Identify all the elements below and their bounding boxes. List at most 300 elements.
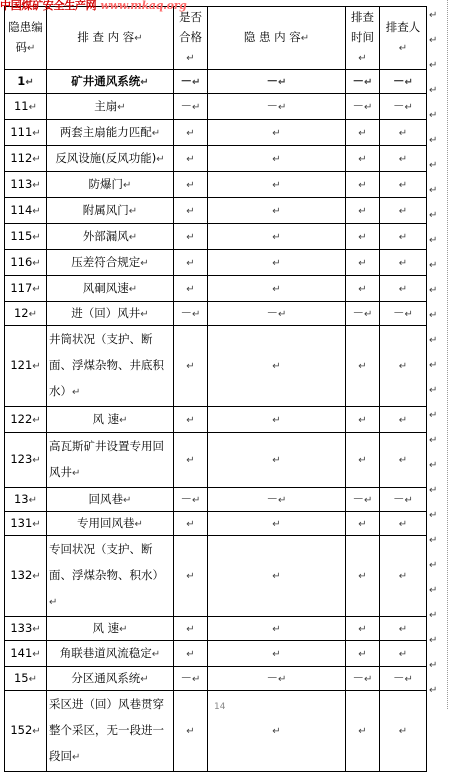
cell-code: 152↵ bbox=[5, 691, 47, 772]
return-mark-icon: ↵ bbox=[398, 518, 408, 530]
paragraph-mark-icon: ↵ bbox=[429, 685, 438, 696]
table-row bbox=[5, 70, 427, 94]
return-mark-icon: ↵ bbox=[186, 127, 195, 139]
return-mark-icon: ↵ bbox=[32, 361, 41, 372]
return-mark-icon: ↵ bbox=[358, 257, 367, 269]
paragraph-mark-icon: ↵ bbox=[429, 585, 438, 596]
cell-code: 116↵ bbox=[5, 250, 47, 276]
return-mark-icon: ↵ bbox=[123, 494, 132, 506]
return-mark-icon: ↵ bbox=[404, 101, 413, 113]
cell-code: 12↵ bbox=[5, 302, 47, 326]
return-mark-icon: ↵ bbox=[140, 257, 149, 269]
paragraph-mark-icon: ↵ bbox=[429, 560, 438, 571]
cell-code: 13↵ bbox=[5, 488, 47, 512]
return-mark-icon: ↵ bbox=[358, 231, 367, 243]
return-mark-icon: ↵ bbox=[186, 53, 195, 64]
paragraph-mark-icon: ↵ bbox=[429, 460, 438, 471]
paragraph-mark-icon: ↵ bbox=[429, 310, 438, 321]
cell-time bbox=[346, 691, 380, 772]
paragraph-mark-icon: ↵ bbox=[429, 635, 438, 646]
cell-person: －↵ bbox=[380, 70, 427, 94]
return-mark-icon: ↵ bbox=[358, 179, 367, 191]
return-mark-icon: ↵ bbox=[134, 33, 143, 44]
paragraph-mark-icon: ↵ bbox=[429, 35, 438, 46]
return-mark-icon: ↵ bbox=[272, 623, 281, 635]
return-mark-icon: ↵ bbox=[32, 623, 41, 635]
return-mark-icon: ↵ bbox=[192, 494, 201, 506]
return-mark-icon: ↵ bbox=[358, 283, 367, 295]
site-watermark bbox=[0, 0, 187, 13]
cell-time bbox=[346, 172, 380, 198]
table-row bbox=[5, 250, 427, 276]
return-mark-icon: ↵ bbox=[186, 283, 195, 295]
cell-person: －↵ bbox=[380, 667, 427, 691]
return-mark-icon: ↵ bbox=[32, 571, 41, 582]
return-mark-icon: ↵ bbox=[398, 726, 408, 737]
cell-hazard: －↵ bbox=[208, 488, 346, 512]
table-row bbox=[5, 94, 427, 120]
cell-person bbox=[380, 407, 427, 433]
return-mark-icon: ↵ bbox=[404, 76, 413, 88]
cell-content: 矿井通风系统↵ bbox=[47, 70, 174, 94]
cell-code: 117↵ bbox=[5, 276, 47, 302]
paragraph-mark-icon: ↵ bbox=[429, 235, 438, 246]
cell-content: 反风设施(反风功能)↵ bbox=[47, 146, 174, 172]
cell-content: 防爆门↵ bbox=[47, 172, 174, 198]
return-mark-icon: ↵ bbox=[186, 571, 195, 582]
return-mark-icon: ↵ bbox=[272, 205, 281, 217]
paragraph-mark-icon: ↵ bbox=[429, 85, 438, 96]
table-row bbox=[5, 667, 427, 691]
table-row bbox=[5, 488, 427, 512]
cell-hazard bbox=[208, 224, 346, 250]
return-mark-icon: ↵ bbox=[186, 518, 195, 530]
return-mark-icon: ↵ bbox=[32, 205, 41, 217]
paragraph-mark-icon: ↵ bbox=[429, 260, 438, 271]
return-mark-icon: ↵ bbox=[119, 623, 128, 635]
watermark-site-name: 中国煤矿安全生产网 bbox=[0, 0, 97, 12]
paragraph-mark-icon: ↵ bbox=[429, 210, 438, 221]
paragraph-mark-icon: ↵ bbox=[429, 485, 438, 496]
cell-time bbox=[346, 146, 380, 172]
return-mark-icon: ↵ bbox=[134, 518, 143, 530]
cell-person: －↵ bbox=[380, 94, 427, 120]
cell-person bbox=[380, 617, 427, 641]
cell-hazard: －↵ bbox=[208, 667, 346, 691]
cell-qualified bbox=[174, 146, 208, 172]
return-mark-icon: ↵ bbox=[32, 414, 41, 426]
return-mark-icon: ↵ bbox=[358, 726, 367, 737]
table-row bbox=[5, 276, 427, 302]
return-mark-icon: ↵ bbox=[32, 127, 41, 139]
return-mark-icon: ↵ bbox=[272, 455, 281, 466]
return-mark-icon: ↵ bbox=[272, 179, 281, 191]
paragraph-mark-icon: ↵ bbox=[429, 660, 438, 671]
return-mark-icon: ↵ bbox=[28, 308, 38, 320]
cell-qualified bbox=[174, 433, 208, 488]
cell-qualified bbox=[174, 120, 208, 146]
paragraph-mark-icon: ↵ bbox=[429, 10, 438, 21]
return-mark-icon: ↵ bbox=[32, 257, 41, 269]
return-mark-icon: ↵ bbox=[140, 76, 149, 88]
return-mark-icon: ↵ bbox=[272, 726, 281, 737]
cell-time bbox=[346, 407, 380, 433]
cell-time bbox=[346, 276, 380, 302]
return-mark-icon: ↵ bbox=[364, 76, 373, 88]
cell-time: －↵ bbox=[346, 667, 380, 691]
cell-hazard bbox=[208, 617, 346, 641]
cell-qualified bbox=[174, 512, 208, 536]
return-mark-icon: ↵ bbox=[119, 414, 128, 426]
cell-time bbox=[346, 433, 380, 488]
cell-content: 井筒状况（支护、断面、浮煤杂物、井底积水）↵ bbox=[47, 326, 174, 407]
return-mark-icon: ↵ bbox=[272, 231, 281, 243]
cell-qualified: －↵ bbox=[174, 667, 208, 691]
table-row bbox=[5, 198, 427, 224]
return-mark-icon: ↵ bbox=[404, 494, 413, 506]
return-mark-icon: ↵ bbox=[186, 414, 195, 426]
paragraph-marks bbox=[429, 0, 449, 709]
cell-code: 113↵ bbox=[5, 172, 47, 198]
paragraph-mark-icon: ↵ bbox=[429, 410, 438, 421]
return-mark-icon: ↵ bbox=[192, 76, 201, 88]
return-mark-icon: ↵ bbox=[151, 127, 161, 139]
cell-qualified bbox=[174, 617, 208, 641]
cell-content: 压差符合规定↵ bbox=[47, 250, 174, 276]
return-mark-icon: ↵ bbox=[398, 43, 408, 54]
cell-hazard: －↵ bbox=[208, 302, 346, 326]
return-mark-icon: ↵ bbox=[358, 518, 367, 530]
cell-hazard bbox=[208, 276, 346, 302]
cell-hazard bbox=[208, 407, 346, 433]
cell-person bbox=[380, 276, 427, 302]
return-mark-icon: ↵ bbox=[398, 361, 408, 372]
return-mark-icon: ↵ bbox=[398, 455, 408, 466]
return-mark-icon: ↵ bbox=[186, 648, 195, 660]
paragraph-mark-icon: ↵ bbox=[429, 185, 438, 196]
cell-time: －↵ bbox=[346, 70, 380, 94]
return-mark-icon: ↵ bbox=[32, 153, 41, 165]
cell-content: 专回状况（支护、断面、浮煤杂物、积水）↵ bbox=[47, 536, 174, 617]
cell-time bbox=[346, 512, 380, 536]
return-mark-icon: ↵ bbox=[272, 361, 281, 372]
return-mark-icon: ↵ bbox=[186, 179, 195, 191]
cell-person bbox=[380, 512, 427, 536]
paragraph-mark-icon: ↵ bbox=[429, 435, 438, 446]
return-mark-icon: ↵ bbox=[27, 43, 36, 54]
cell-time bbox=[346, 250, 380, 276]
cell-qualified bbox=[174, 407, 208, 433]
cell-code: 123↵ bbox=[5, 433, 47, 488]
cell-content: 附属风门↵ bbox=[47, 198, 174, 224]
cell-hazard bbox=[208, 326, 346, 407]
return-mark-icon: ↵ bbox=[192, 101, 201, 113]
return-mark-icon: ↵ bbox=[398, 179, 408, 191]
return-mark-icon: ↵ bbox=[272, 518, 281, 530]
cell-content: 风 速↵ bbox=[47, 617, 174, 641]
cell-person bbox=[380, 224, 427, 250]
cell-code: 114↵ bbox=[5, 198, 47, 224]
header-qualified: 是否合格↵ bbox=[174, 7, 208, 70]
return-mark-icon: ↵ bbox=[186, 205, 195, 217]
return-mark-icon: ↵ bbox=[358, 414, 367, 426]
return-mark-icon: ↵ bbox=[278, 494, 287, 506]
return-mark-icon: ↵ bbox=[186, 361, 195, 372]
return-mark-icon: ↵ bbox=[25, 76, 34, 88]
cell-hazard bbox=[208, 536, 346, 617]
return-mark-icon: ↵ bbox=[28, 673, 38, 685]
cell-time bbox=[346, 198, 380, 224]
cell-code: 111↵ bbox=[5, 120, 47, 146]
paragraph-mark-icon: ↵ bbox=[429, 360, 438, 371]
cell-content: 风 速↵ bbox=[47, 407, 174, 433]
return-mark-icon: ↵ bbox=[272, 153, 281, 165]
return-mark-icon: ↵ bbox=[128, 231, 138, 243]
table-row bbox=[5, 536, 427, 617]
cell-qualified bbox=[174, 276, 208, 302]
cell-code: 121↵ bbox=[5, 326, 47, 407]
cell-hazard bbox=[208, 146, 346, 172]
return-mark-icon: ↵ bbox=[186, 455, 195, 466]
table-row bbox=[5, 407, 427, 433]
cell-content: 风硐风速↵ bbox=[47, 276, 174, 302]
table-row bbox=[5, 512, 427, 536]
return-mark-icon: ↵ bbox=[398, 127, 408, 139]
paragraph-mark-icon: ↵ bbox=[429, 385, 438, 396]
cell-content: 外部漏风↵ bbox=[47, 224, 174, 250]
cell-person bbox=[380, 433, 427, 488]
return-mark-icon: ↵ bbox=[28, 101, 38, 113]
cell-qualified bbox=[174, 198, 208, 224]
return-mark-icon: ↵ bbox=[278, 101, 287, 113]
return-mark-icon: ↵ bbox=[272, 127, 281, 139]
cell-code: 1↵ bbox=[5, 70, 47, 94]
cell-qualified: －↵ bbox=[174, 70, 208, 94]
return-mark-icon: ↵ bbox=[404, 673, 413, 685]
cell-time: －↵ bbox=[346, 488, 380, 512]
cell-code: 11↵ bbox=[5, 94, 47, 120]
page-number: 14 bbox=[214, 702, 226, 712]
cell-time bbox=[346, 326, 380, 407]
table-row bbox=[5, 146, 427, 172]
cell-hazard bbox=[208, 172, 346, 198]
return-mark-icon: ↵ bbox=[117, 101, 126, 113]
return-mark-icon: ↵ bbox=[123, 179, 132, 191]
return-mark-icon: ↵ bbox=[128, 283, 138, 295]
header-content: 排 查 内 容↵ bbox=[47, 7, 174, 70]
cell-hazard bbox=[208, 433, 346, 488]
table-row bbox=[5, 172, 427, 198]
return-mark-icon: ↵ bbox=[398, 648, 408, 660]
return-mark-icon: ↵ bbox=[32, 455, 41, 466]
return-mark-icon: ↵ bbox=[140, 308, 149, 320]
cell-code: 141↵ bbox=[5, 641, 47, 667]
table-row bbox=[5, 433, 427, 488]
cell-hazard bbox=[208, 641, 346, 667]
cell-hazard: －↵ bbox=[208, 70, 346, 94]
cell-person bbox=[380, 326, 427, 407]
return-mark-icon: ↵ bbox=[398, 414, 408, 426]
return-mark-icon: ↵ bbox=[358, 127, 367, 139]
cell-code: 131↵ bbox=[5, 512, 47, 536]
table-row bbox=[5, 641, 427, 667]
paragraph-mark-icon: ↵ bbox=[429, 60, 438, 71]
return-mark-icon: ↵ bbox=[358, 153, 367, 165]
return-mark-icon: ↵ bbox=[278, 76, 287, 88]
return-mark-icon: ↵ bbox=[192, 673, 201, 685]
return-mark-icon: ↵ bbox=[358, 623, 367, 635]
cell-hazard bbox=[208, 250, 346, 276]
table-row bbox=[5, 326, 427, 407]
header-person: 排查人↵ bbox=[380, 7, 427, 70]
return-mark-icon: ↵ bbox=[156, 153, 165, 165]
header-hazard: 隐 患 内 容↵ bbox=[208, 7, 346, 70]
return-mark-icon: ↵ bbox=[192, 308, 201, 320]
table-row bbox=[5, 224, 427, 250]
return-mark-icon: ↵ bbox=[398, 257, 408, 269]
cell-hazard bbox=[208, 120, 346, 146]
cell-content: 角联巷道风流稳定↵ bbox=[47, 641, 174, 667]
cell-code: 112↵ bbox=[5, 146, 47, 172]
cell-time bbox=[346, 536, 380, 617]
header-time: 排查时间↵ bbox=[346, 7, 380, 70]
return-mark-icon: ↵ bbox=[364, 494, 373, 506]
return-mark-icon: ↵ bbox=[398, 623, 408, 635]
cell-code: 115↵ bbox=[5, 224, 47, 250]
cell-qualified bbox=[174, 536, 208, 617]
cell-time: －↵ bbox=[346, 94, 380, 120]
return-mark-icon: ↵ bbox=[128, 205, 138, 217]
return-mark-icon: ↵ bbox=[186, 257, 195, 269]
cell-time bbox=[346, 224, 380, 250]
table-header-row bbox=[5, 7, 427, 70]
paragraph-mark-icon: ↵ bbox=[429, 160, 438, 171]
return-mark-icon: ↵ bbox=[358, 648, 367, 660]
cell-qualified: －↵ bbox=[174, 488, 208, 512]
cell-person bbox=[380, 172, 427, 198]
return-mark-icon: ↵ bbox=[186, 231, 195, 243]
return-mark-icon: ↵ bbox=[272, 283, 281, 295]
cell-qualified: －↵ bbox=[174, 302, 208, 326]
cell-code: 15↵ bbox=[5, 667, 47, 691]
cell-content: 采区进（回）风巷贯穿整个采区，无一段进一段回↵ bbox=[47, 691, 174, 772]
cell-hazard bbox=[208, 512, 346, 536]
return-mark-icon: ↵ bbox=[186, 623, 195, 635]
return-mark-icon: ↵ bbox=[32, 726, 41, 737]
return-mark-icon: ↵ bbox=[364, 308, 373, 320]
paragraph-mark-icon: ↵ bbox=[429, 285, 438, 296]
return-mark-icon: ↵ bbox=[398, 153, 408, 165]
cell-person: －↵ bbox=[380, 302, 427, 326]
return-mark-icon: ↵ bbox=[404, 308, 413, 320]
return-mark-icon: ↵ bbox=[151, 648, 161, 660]
return-mark-icon: ↵ bbox=[398, 231, 408, 243]
return-mark-icon: ↵ bbox=[364, 673, 373, 685]
table-row bbox=[5, 617, 427, 641]
cell-qualified bbox=[174, 326, 208, 407]
cell-content: 专用回风巷↵ bbox=[47, 512, 174, 536]
cell-content: 高瓦斯矿井设置专用回风井↵ bbox=[47, 433, 174, 488]
return-mark-icon: ↵ bbox=[398, 205, 408, 217]
return-mark-icon: ↵ bbox=[49, 597, 58, 608]
cell-qualified bbox=[174, 250, 208, 276]
cell-qualified bbox=[174, 641, 208, 667]
return-mark-icon: ↵ bbox=[358, 53, 367, 64]
cell-time bbox=[346, 617, 380, 641]
hazard-checklist-table bbox=[4, 6, 427, 772]
cell-person bbox=[380, 198, 427, 224]
cell-code: 122↵ bbox=[5, 407, 47, 433]
cell-person bbox=[380, 536, 427, 617]
return-mark-icon: ↵ bbox=[72, 752, 81, 763]
paragraph-mark-icon: ↵ bbox=[429, 535, 438, 546]
return-mark-icon: ↵ bbox=[140, 673, 149, 685]
cell-person bbox=[380, 250, 427, 276]
return-mark-icon: ↵ bbox=[32, 518, 41, 530]
cell-person bbox=[380, 641, 427, 667]
return-mark-icon: ↵ bbox=[32, 179, 41, 191]
cell-hazard bbox=[208, 691, 346, 772]
return-mark-icon: ↵ bbox=[364, 101, 373, 113]
return-mark-icon: ↵ bbox=[278, 308, 287, 320]
return-mark-icon: ↵ bbox=[186, 153, 195, 165]
return-mark-icon: ↵ bbox=[300, 33, 310, 44]
return-mark-icon: ↵ bbox=[272, 571, 281, 582]
header-code: 隐患编码↵ bbox=[5, 7, 47, 70]
return-mark-icon: ↵ bbox=[32, 648, 41, 660]
cell-content: 进（回）风井↵ bbox=[47, 302, 174, 326]
return-mark-icon: ↵ bbox=[32, 231, 41, 243]
cell-hazard bbox=[208, 198, 346, 224]
paragraph-mark-icon: ↵ bbox=[429, 510, 438, 521]
return-mark-icon: ↵ bbox=[358, 205, 367, 217]
return-mark-icon: ↵ bbox=[358, 571, 367, 582]
cell-time: －↵ bbox=[346, 302, 380, 326]
return-mark-icon: ↵ bbox=[278, 673, 287, 685]
cell-qualified bbox=[174, 172, 208, 198]
cell-content: 分区通风系统↵ bbox=[47, 667, 174, 691]
return-mark-icon: ↵ bbox=[32, 283, 41, 295]
cell-person bbox=[380, 120, 427, 146]
cell-content: 回风巷↵ bbox=[47, 488, 174, 512]
cell-qualified bbox=[174, 224, 208, 250]
return-mark-icon: ↵ bbox=[358, 361, 367, 372]
return-mark-icon: ↵ bbox=[272, 257, 281, 269]
cell-code: 132↵ bbox=[5, 536, 47, 617]
paragraph-mark-icon: ↵ bbox=[429, 335, 438, 346]
return-mark-icon: ↵ bbox=[358, 455, 367, 466]
watermark-url: www.mkaq.org bbox=[100, 0, 187, 12]
return-mark-icon: ↵ bbox=[186, 726, 195, 737]
return-mark-icon: ↵ bbox=[28, 494, 38, 506]
return-mark-icon: ↵ bbox=[272, 648, 281, 660]
cell-time bbox=[346, 641, 380, 667]
return-mark-icon: ↵ bbox=[72, 387, 81, 398]
table-row bbox=[5, 120, 427, 146]
table-row bbox=[5, 302, 427, 326]
cell-code: 133↵ bbox=[5, 617, 47, 641]
return-mark-icon: ↵ bbox=[272, 414, 281, 426]
paragraph-mark-icon: ↵ bbox=[429, 110, 438, 121]
cell-person bbox=[380, 146, 427, 172]
cell-content: 主扇↵ bbox=[47, 94, 174, 120]
cell-qualified bbox=[174, 691, 208, 772]
paragraph-mark-icon: ↵ bbox=[429, 135, 438, 146]
return-mark-icon: ↵ bbox=[398, 283, 408, 295]
cell-person bbox=[380, 691, 427, 772]
cell-person: －↵ bbox=[380, 488, 427, 512]
paragraph-mark-icon: ↵ bbox=[429, 610, 438, 621]
